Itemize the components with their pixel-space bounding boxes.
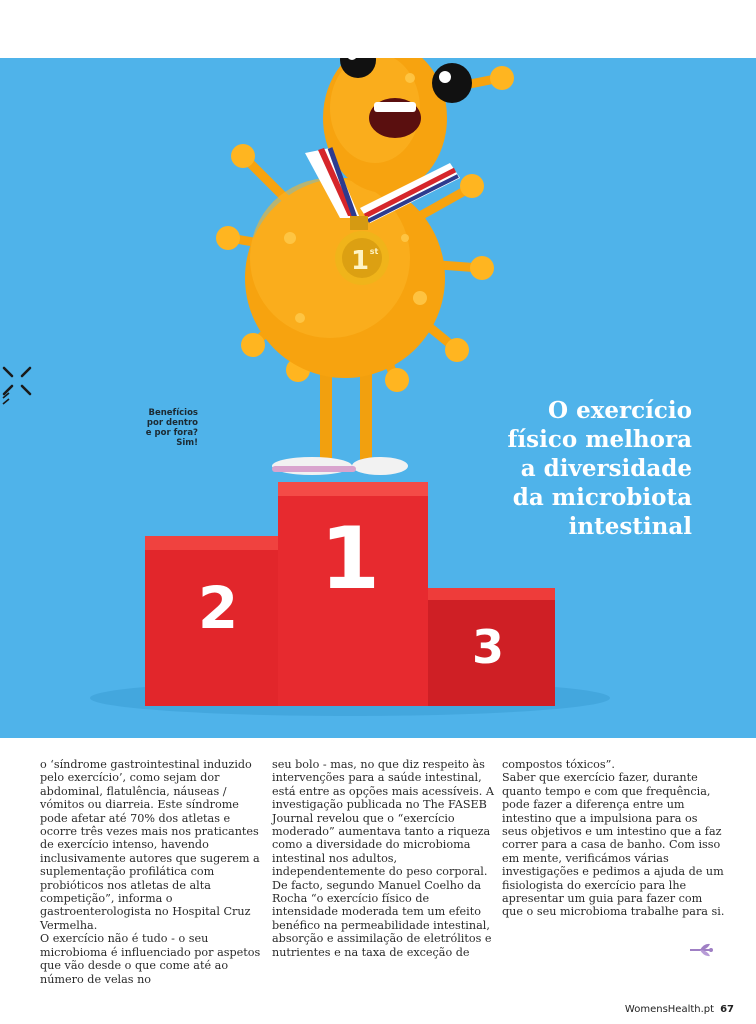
podium-number-2: 2	[197, 574, 239, 642]
headline-line: intestinal	[568, 513, 692, 540]
paragraph: O exercício não é tudo - o seu microbioma é influenciado por aspetos que vão desde o que come até ao número de velas no	[40, 932, 261, 986]
paragraph: seu bolo - mas, no que diz respeito às intervenções para a saúde intestinal, está entre as opções mais acessíveis. A investigação publicada no The FASEB Journal revelou que o “exercício moderado” aumentava tanto a riqueza como a diversidade do microbioma intestinal nos adultos, independentemente do peso corporal. De facto, segundo Manuel Coelho da Rocha “o exercício físico de intensidade moderada tem um efeito benéfico na permeabilidade intestinal, absorção e assimilação de eletrólitos e nutrientes e na taxa de exceção de	[272, 758, 494, 959]
slash-marks-icon	[0, 392, 14, 406]
paragraph: o ‘síndrome gastrointestinal induzido pelo exercício’, como sejam dor abdominal, flatulência, náuseas / vómitos ou diarreia. Este síndrome pode afetar até 70% dos atletas e ocorre três vezes mais nos praticantes de exercício intenso, havendo inclusivamente autores que sugerem a suplementação profilática com probióticos nos atletas de alta competição”, informa o gastroenterologista no Hospital Cruz Vermelha.	[40, 758, 260, 932]
paragraph: Saber que exercício fazer, durante quanto tempo e com que frequência, pode fazer a diferença entre um intestino que a impulsiona para os seus objetivos e um intestino que a faz correr para a casa de banho. Com isso em mente, verificámos várias investigações e pedimos a ajuda de um fisiologista do exercício para lhe apresentar um guia para fazer com que o seu microbioma trabalhe para si.	[502, 771, 725, 919]
headline	[432, 396, 692, 541]
pull-caption	[120, 408, 198, 448]
headline-line: físico melhora	[507, 426, 692, 453]
page-footer	[625, 1004, 734, 1015]
body-column-3	[502, 758, 726, 919]
sprout-ornament-icon	[688, 942, 714, 958]
caption-line: por dentro	[146, 418, 198, 428]
caption-line: Sim!	[176, 438, 198, 448]
paragraph: compostos tóxicos”.	[502, 758, 615, 771]
body-column-2	[272, 758, 496, 959]
medal-number: 1	[350, 246, 370, 276]
podium-number-3: 3	[471, 620, 505, 674]
page-number: 67	[720, 1004, 734, 1015]
podium-number-1: 1	[320, 509, 380, 609]
medal-suffix: st	[369, 247, 379, 256]
caption-line: e por fora?	[145, 428, 198, 438]
right-shoe	[352, 457, 408, 475]
hero-illustration	[0, 58, 756, 738]
headline-line: da microbiota	[512, 484, 692, 511]
headline-line: O exercício	[548, 397, 692, 424]
right-eye	[432, 63, 472, 103]
caption-line: Benefícios	[148, 408, 198, 418]
site-name: WomensHealth.pt	[624, 1004, 715, 1015]
body-column-1	[40, 758, 264, 986]
headline-line: a diversidade	[520, 455, 692, 482]
